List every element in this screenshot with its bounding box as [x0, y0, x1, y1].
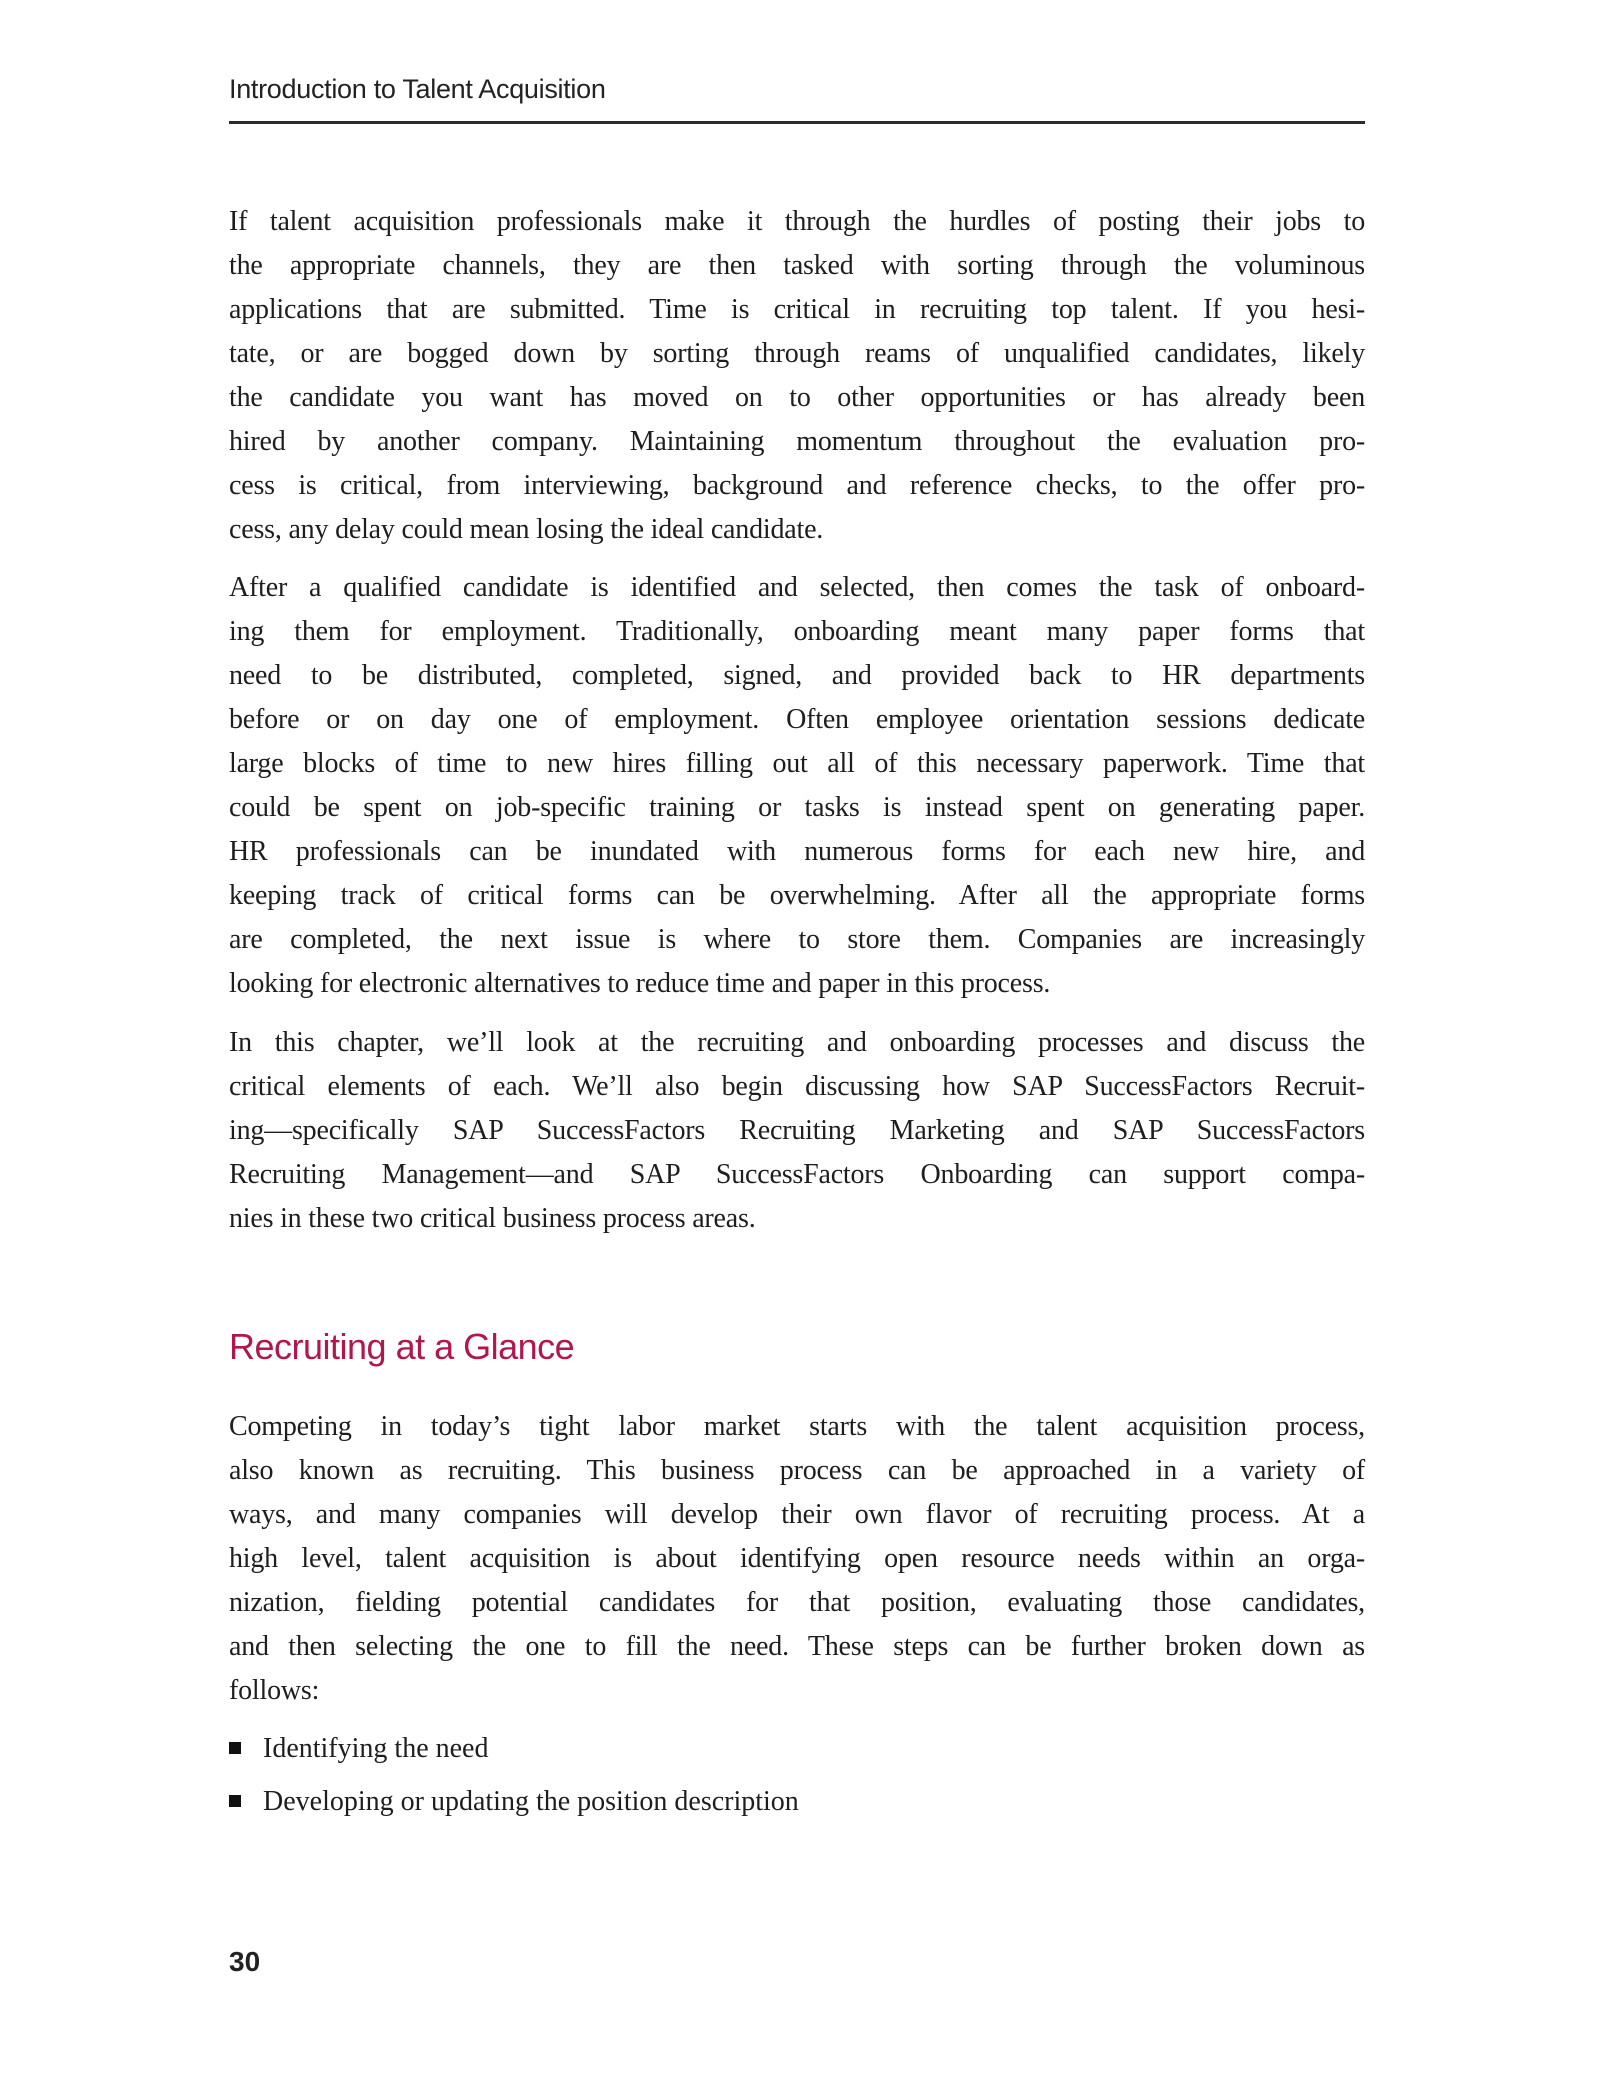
paragraph-3 [229, 1021, 1365, 1241]
text-line: large blocks of time to new hires filling out all of this necessary paperwork. Time that [229, 748, 1365, 779]
bullet-item [229, 1727, 488, 1771]
bullet-square-icon [229, 1795, 241, 1807]
header-rule [229, 121, 1365, 124]
text-line: nies in these two critical business process areas. [229, 1203, 756, 1234]
bullet-text: Identifying the need [263, 1733, 489, 1764]
bullet-text: Developing or updating the position description [263, 1786, 799, 1817]
text-line: critical elements of each. We’ll also begin discussing how SAP SuccessFactors Recruit- [229, 1071, 1365, 1102]
text-line: ways, and many companies will develop their own flavor of recruiting process. At a [229, 1499, 1365, 1530]
text-line: After a qualified candidate is identified and selected, then comes the task of onboard- [229, 572, 1365, 603]
text-line: the candidate you want has moved on to other opportunities or has already been [229, 382, 1365, 413]
text-line: need to be distributed, completed, signed, and provided back to HR departments [229, 660, 1365, 691]
text-line: In this chapter, we’ll look at the recruiting and onboarding processes and discuss the [229, 1027, 1365, 1058]
text-line: keeping track of critical forms can be overwhelming. After all the appropriate forms [229, 880, 1365, 911]
paragraph-1 [229, 200, 1365, 552]
text-line: cess, any delay could mean losing the ideal candidate. [229, 514, 824, 545]
text-line: high level, talent acquisition is about identifying open resource needs within an orga- [229, 1543, 1365, 1574]
text-line: hired by another company. Maintaining momentum throughout the evaluation pro- [229, 426, 1365, 457]
text-line: tate, or are bogged down by sorting through reams of unqualified candidates, likely [229, 338, 1365, 369]
text-line: HR professionals can be inundated with numerous forms for each new hire, and [229, 836, 1365, 867]
text-line: nization, fielding potential candidates for that position, evaluating those candidates, [229, 1587, 1365, 1618]
text-line: also known as recruiting. This business process can be approached in a variety of [229, 1455, 1365, 1486]
running-header: Introduction to Talent Acquisition [229, 74, 606, 104]
page-number: 30 [229, 1946, 261, 1977]
paragraph-2 [229, 566, 1365, 1006]
text-line: Recruiting Management—and SAP SuccessFactors Onboarding can support compa- [229, 1159, 1365, 1190]
text-line: applications that are submitted. Time is critical in recruiting top talent. If you hesi- [229, 294, 1365, 325]
text-line: could be spent on job-specific training or tasks is instead spent on generating paper. [229, 792, 1365, 823]
text-line: ing them for employment. Traditionally, onboarding meant many paper forms that [229, 616, 1365, 647]
bullet-item [229, 1780, 799, 1824]
text-line: before or on day one of employment. Often employee orientation sessions dedicate [229, 704, 1365, 735]
section-paragraph [229, 1405, 1365, 1713]
text-line: cess is critical, from interviewing, background and reference checks, to the offer pro- [229, 470, 1365, 501]
text-line: are completed, the next issue is where to store them. Companies are increasingly [229, 924, 1365, 955]
bullet-square-icon [229, 1742, 241, 1754]
text-line: the appropriate channels, they are then tasked with sorting through the voluminous [229, 250, 1365, 281]
text-line: If talent acquisition professionals make it through the hurdles of posting their jobs to [229, 206, 1365, 237]
text-line: Competing in today’s tight labor market starts with the talent acquisition process, [229, 1411, 1365, 1442]
section-heading: Recruiting at a Glance [229, 1326, 575, 1367]
text-line: looking for electronic alternatives to reduce time and paper in this process. [229, 968, 1051, 999]
text-line: ing—specifically SAP SuccessFactors Recruiting Marketing and SAP SuccessFactors [229, 1115, 1365, 1146]
text-line: follows: [229, 1675, 320, 1706]
text-line: and then selecting the one to fill the need. These steps can be further broken down as [229, 1631, 1365, 1662]
